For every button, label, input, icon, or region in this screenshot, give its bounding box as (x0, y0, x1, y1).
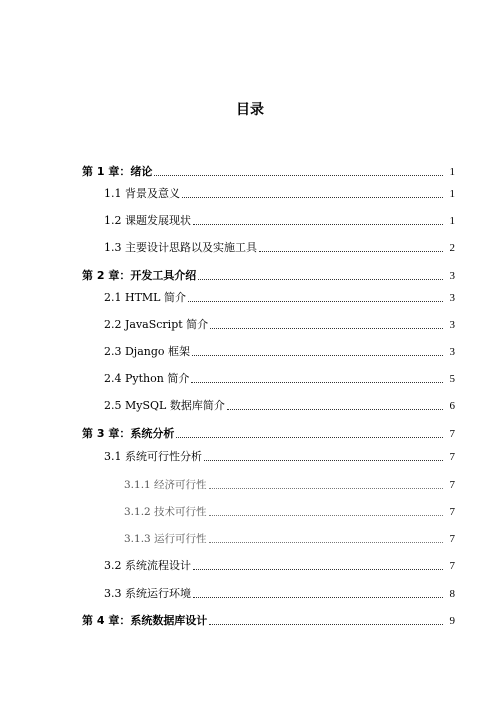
toc-entry[interactable] (104, 186, 455, 202)
toc-entry-page-number: 5 (449, 373, 455, 385)
toc-entry-label: 2.5 MySQL 数据库简介 (104, 399, 225, 412)
toc-entry[interactable] (82, 426, 455, 442)
toc-entry[interactable] (104, 398, 455, 414)
toc-entry[interactable] (104, 558, 455, 574)
dot-leader (259, 250, 443, 252)
toc-entry-page-number: 6 (449, 400, 455, 412)
toc-entry[interactable] (124, 477, 455, 493)
toc-entry-label: 3.1.2 技术可行性 (124, 506, 207, 518)
dot-leader (209, 541, 443, 543)
toc-entry-label: 第 3 章：系统分析 (82, 427, 175, 440)
dot-leader (191, 381, 443, 383)
toc-entry[interactable] (104, 344, 455, 360)
toc-entry-page-number: 7 (449, 560, 455, 572)
toc-entry-label: 2.4 Python 简介 (104, 372, 190, 385)
toc-entry[interactable] (104, 240, 455, 256)
dot-leader (204, 459, 443, 461)
toc-entry-label: 3.3 系统运行环境 (104, 587, 191, 600)
toc-entry-page-number: 2 (449, 242, 455, 254)
toc-entry[interactable] (124, 531, 455, 547)
toc-entry-label: 3.1.1 经济可行性 (124, 479, 207, 491)
dot-leader (209, 487, 443, 489)
dot-leader (210, 327, 443, 329)
page-title: 目录 (236, 102, 264, 118)
toc-entry-page-number: 1 (449, 215, 455, 227)
toc-entry-label: 3.2 系统流程设计 (104, 559, 191, 572)
dot-leader (193, 568, 443, 570)
dot-leader (192, 354, 443, 356)
toc-entry-page-number: 7 (449, 533, 455, 545)
dot-leader (227, 408, 443, 410)
toc-entry-label: 1.2 课题发展现状 (104, 214, 191, 227)
toc-entry-label: 2.3 Django 框架 (104, 345, 191, 358)
toc-entry[interactable] (104, 213, 455, 229)
toc-entry-page-number: 7 (449, 451, 455, 463)
dot-leader (188, 300, 443, 302)
toc-entry-page-number: 3 (449, 270, 455, 282)
toc-entry[interactable] (82, 164, 455, 180)
toc-entry[interactable] (82, 613, 455, 629)
toc-entry[interactable] (104, 371, 455, 387)
toc-entry-page-number: 1 (449, 166, 455, 178)
toc-entry-label: 第 1 章：绪论 (82, 165, 153, 178)
toc-entry-page-number: 3 (449, 346, 455, 358)
toc-entry[interactable] (124, 504, 455, 520)
dot-leader (176, 436, 443, 438)
toc-entry-label: 第 2 章：开发工具介绍 (82, 269, 197, 282)
toc-entry-label: 3.1 系统可行性分析 (104, 450, 202, 463)
toc-entry[interactable] (104, 449, 455, 465)
dot-leader (209, 514, 443, 516)
toc-entry-page-number: 3 (449, 292, 455, 304)
toc-entry-page-number: 3 (449, 319, 455, 331)
toc-entry-page-number: 7 (449, 428, 455, 440)
toc-entry[interactable] (82, 268, 455, 284)
dot-leader (198, 278, 443, 280)
toc-entry-label: 1.1 背景及意义 (104, 187, 180, 200)
dot-leader (193, 223, 443, 225)
toc-entry-label: 3.1.3 运行可行性 (124, 533, 207, 545)
toc-entry[interactable] (104, 586, 455, 602)
toc-entry[interactable] (104, 317, 455, 333)
toc-entry-label: 第 4 章：系统数据库设计 (82, 614, 208, 627)
toc-entry-label: 2.2 JavaScript 简介 (104, 318, 209, 331)
toc-entry-page-number: 7 (449, 506, 455, 518)
toc-entry-label: 1.3 主要设计思路以及实施工具 (104, 241, 257, 254)
dot-leader (193, 596, 443, 598)
toc-entry-label: 2.1 HTML 简介 (104, 291, 186, 304)
toc-entry-page-number: 8 (449, 588, 455, 600)
dot-leader (209, 623, 443, 625)
dot-leader (182, 196, 443, 198)
toc-entry-page-number: 1 (449, 188, 455, 200)
toc-entry-page-number: 9 (449, 615, 455, 627)
dot-leader (154, 174, 443, 176)
toc-entry[interactable] (104, 290, 455, 306)
toc-entry-page-number: 7 (449, 479, 455, 491)
